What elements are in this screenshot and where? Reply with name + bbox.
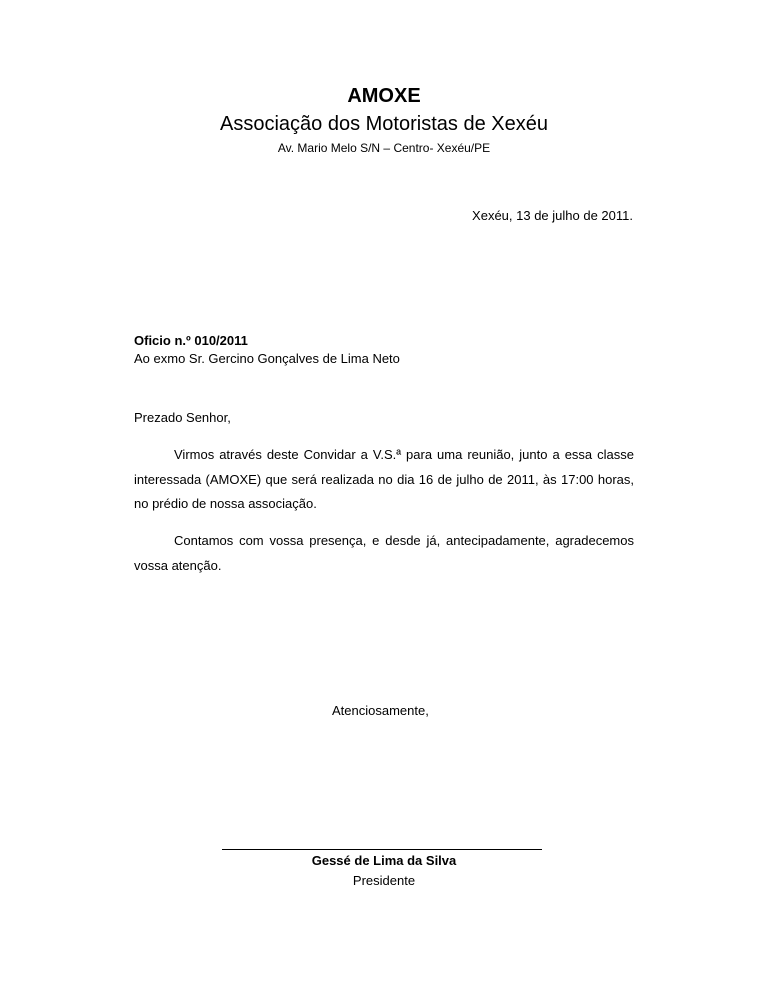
signer-title: Presidente bbox=[352, 873, 416, 888]
letter-paragraph-thanks: Contamos com vossa presença, e desde já, antecipadamente, agradecemos vossa atenção. bbox=[134, 533, 634, 573]
signer-name: Gessé de Lima da Silva bbox=[311, 853, 457, 868]
organization-acronym: AMOXE bbox=[347, 85, 421, 107]
letter-addressee: Ao exmo Sr. Gercino Gonçalves de Lima Neto bbox=[134, 351, 400, 366]
organization-address: Av. Mario Melo S/N – Centro- Xexéu/PE bbox=[277, 141, 491, 155]
letter-date: Xexéu, 13 de julho de 2011. bbox=[472, 208, 633, 223]
organization-full-name: Associação dos Motoristas de Xexéu bbox=[220, 113, 548, 135]
letter-closing: Atenciosamente, bbox=[332, 703, 429, 718]
oficio-number: Oficio n.º 010/2011 bbox=[134, 333, 248, 348]
letter-paragraph-invitation: Virmos através deste Convidar a V.S.ª para uma reunião, junto a essa classe interessada (AMOXE) que será realizada no dia 16 de julho de 2011, às 17:00 horas, no prédio de nossa associação. bbox=[134, 447, 634, 511]
letter-salutation: Prezado Senhor, bbox=[134, 410, 231, 425]
signature-line bbox=[222, 849, 542, 850]
